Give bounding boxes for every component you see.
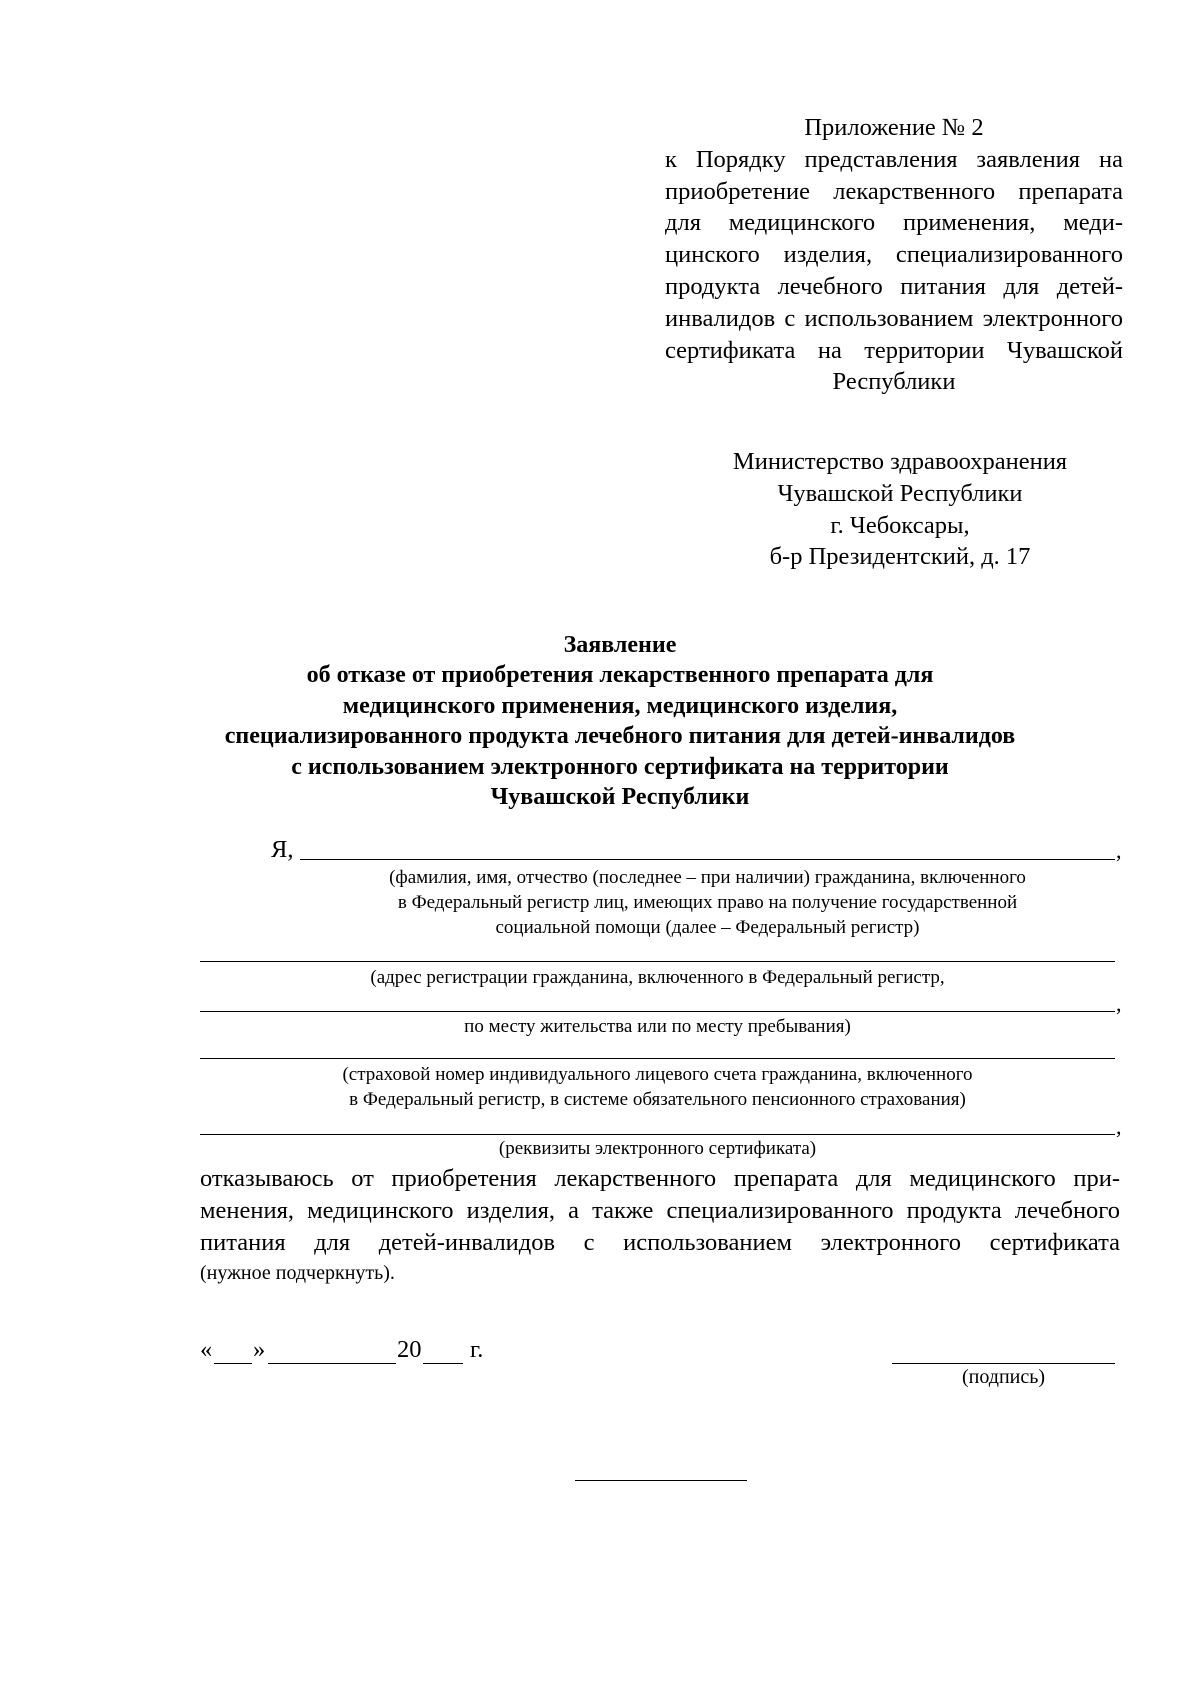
title-line-4: специализированного продукта лечебного питания для детей-инвалидов [224,723,1016,750]
caption-certificate: (реквизиты электронного сертификата) [498,1138,817,1159]
end-separator-line [575,1480,747,1481]
date-year-prefix: 20 [397,1336,422,1363]
caption-address-2: по месту жительства или по месту пребывания) [464,1016,851,1037]
snils-field-line[interactable] [200,1058,1115,1059]
title-line-5: с использованием электронного сертификата на территории [291,753,949,780]
recipient-line-2: Чувашской Республики [777,479,1023,507]
date-quote-open: « [200,1336,213,1363]
caption-fio-3: социальной помощи (далее – Федеральный регистр) [495,917,920,938]
recipient-line-4: б-р Президентский, д. 17 [769,543,1031,571]
annex-text: к Порядку представления заявления на приобретение лекарственного препарата для медицинского применения, медицинского изделия, специализированного продукта лечебного питания для детей-инвалидов с использованием электронного сертификата на территории Чувашской Республики [665,145,1123,396]
fio-field-line[interactable] [300,859,1115,860]
date-quote-close: » [253,1336,266,1363]
recipient-address [690,446,1110,573]
title-line-2: об отказе от приобретения лекарственного препарата для [306,662,934,689]
address-field-line-2[interactable] [200,1011,1115,1012]
title-line-6: Чувашской Республики [490,784,750,811]
signature-caption: (подпись) [961,1366,1046,1388]
recipient-line-3: г. Чебоксары, [830,511,970,539]
date-month-line[interactable] [268,1363,396,1364]
certificate-comma: , [1116,1114,1122,1139]
date-year-suffix: г. [470,1336,484,1363]
ya-label: Я, [271,836,294,863]
fio-comma: , [1116,838,1122,863]
date-day-line[interactable] [214,1363,252,1364]
certificate-field-line[interactable] [200,1134,1115,1135]
refusal-note: (нужное подчеркнуть). [200,1262,395,1285]
caption-fio-2: в Федеральный регистр лиц, имеющих право на получение государственной [397,892,1018,913]
address-comma: , [1116,991,1122,1016]
refusal-text: отказываюсь от приобретения лекарственного препарата для медицинского применения, медицинского изделия, а также специализированного продукта лечебного питания для детей-инвалидов с использованием электронного сертификата [200,1165,1120,1256]
recipient-line-1: Министерство здравоохранения [732,448,1068,475]
address-field-line-1[interactable] [200,961,1115,962]
date-year-line[interactable] [423,1363,463,1364]
caption-address-1: (адрес регистрации гражданина, включенного в Федеральный регистр, [370,967,945,988]
caption-snils-1: (страховой номер индивидуального лицевого счета гражданина, включенного [342,1064,973,1085]
signature-line[interactable] [892,1363,1115,1364]
caption-fio-1: (фамилия, имя, отчество (последнее – при наличии) гражданина, включенного [389,867,1026,888]
refusal-statement [200,1163,1120,1290]
caption-snils-2: в Федеральный регистр, в системе обязательного пенсионного страхования) [349,1089,966,1110]
annex-number: Приложение № 2 [804,114,984,141]
document-title [160,630,1080,812]
annex-block [665,112,1123,398]
title-line-1: Заявление [563,632,677,658]
title-line-3: медицинского применения, медицинского изделия, [342,692,898,719]
